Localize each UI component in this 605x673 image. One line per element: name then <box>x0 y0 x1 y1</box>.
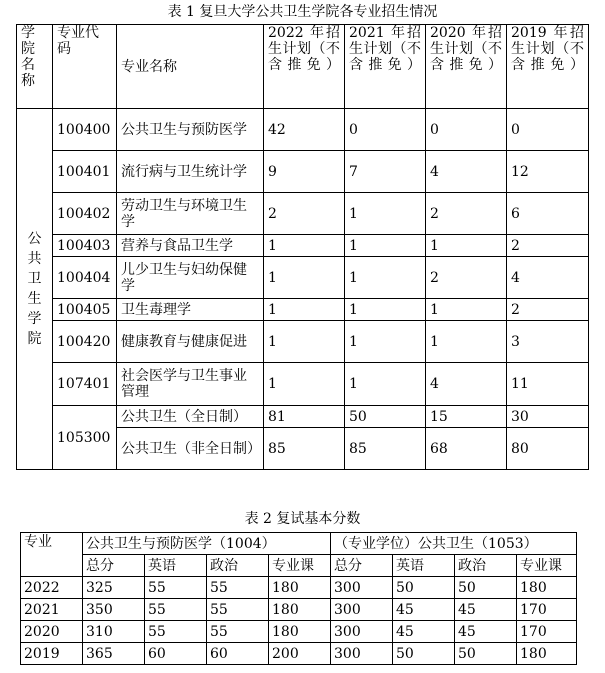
score-cell: 200 <box>269 643 331 665</box>
row-year: 2019 <box>21 643 83 665</box>
table2-subheader-row <box>21 555 577 577</box>
score-cell: 170 <box>517 599 577 621</box>
score-cell: 45 <box>393 599 455 621</box>
row-2019: 3 <box>507 321 589 363</box>
table-row <box>17 257 589 299</box>
subheader-english: 英语 <box>145 555 207 577</box>
score-cell: 50 <box>393 643 455 665</box>
row-name: 社会医学与卫生事业管理 <box>117 363 264 406</box>
score-cell: 180 <box>269 577 331 599</box>
row-name: 公共卫生（全日制） <box>117 406 264 428</box>
score-table <box>20 532 577 665</box>
row-year: 2021 <box>21 599 83 621</box>
header-code: 专业代码 <box>53 25 117 109</box>
score-cell: 180 <box>269 599 331 621</box>
score-cell: 55 <box>145 577 207 599</box>
row-2021: 1 <box>345 363 426 406</box>
row-code: 100420 <box>53 321 117 363</box>
header-major: 专业 <box>21 533 83 577</box>
header-2022: 2022 年招生计划（不含推免） <box>264 25 345 109</box>
table2-header-row <box>21 533 577 555</box>
row-2022: 1 <box>264 235 345 257</box>
table1-header-row <box>17 25 589 109</box>
row-2022: 81 <box>264 406 345 428</box>
subheader-politics: 政治 <box>207 555 269 577</box>
row-name: 健康教育与健康促进 <box>117 321 264 363</box>
row-2019: 80 <box>507 428 589 470</box>
score-cell: 60 <box>145 643 207 665</box>
table-row <box>17 235 589 257</box>
row-2020: 2 <box>426 193 507 235</box>
row-2019: 30 <box>507 406 589 428</box>
row-2020: 1 <box>426 235 507 257</box>
row-2021: 1 <box>345 193 426 235</box>
score-cell: 55 <box>145 621 207 643</box>
header-2021: 2021 年招生计划（不含推免） <box>345 25 426 109</box>
row-name: 儿少卫生与妇幼保健学 <box>117 257 264 299</box>
row-name: 公共卫生与预防医学 <box>117 109 264 151</box>
row-2020: 4 <box>426 363 507 406</box>
table-row <box>21 621 577 643</box>
row-2021: 1 <box>345 257 426 299</box>
table-row <box>17 299 589 321</box>
row-code: 100403 <box>53 235 117 257</box>
row-code: 100401 <box>53 151 117 193</box>
row-name: 流行病与卫生统计学 <box>117 151 264 193</box>
row-2022: 85 <box>264 428 345 470</box>
row-code: 100405 <box>53 299 117 321</box>
row-2019: 2 <box>507 299 589 321</box>
row-2019: 11 <box>507 363 589 406</box>
subheader-major-course: 专业课 <box>269 555 331 577</box>
row-2022: 2 <box>264 193 345 235</box>
school-name: 公共卫生学院 <box>27 231 42 347</box>
score-cell: 350 <box>83 599 145 621</box>
row-2019: 0 <box>507 109 589 151</box>
score-cell: 55 <box>207 621 269 643</box>
subheader-english: 英语 <box>393 555 455 577</box>
score-cell: 50 <box>455 577 517 599</box>
subheader-total: 总分 <box>83 555 145 577</box>
score-cell: 180 <box>517 643 577 665</box>
score-cell: 180 <box>517 577 577 599</box>
score-cell: 55 <box>207 577 269 599</box>
score-cell: 60 <box>207 643 269 665</box>
row-2020: 1 <box>426 299 507 321</box>
row-2021: 1 <box>345 235 426 257</box>
subheader-major-course: 专业课 <box>517 555 577 577</box>
score-cell: 50 <box>393 577 455 599</box>
row-code: 100402 <box>53 193 117 235</box>
subheader-total: 总分 <box>331 555 393 577</box>
table-row <box>17 193 589 235</box>
score-cell: 50 <box>455 643 517 665</box>
score-cell: 365 <box>83 643 145 665</box>
table-row <box>21 599 577 621</box>
row-2022: 1 <box>264 257 345 299</box>
subheader-politics: 政治 <box>455 555 517 577</box>
row-2022: 1 <box>264 299 345 321</box>
row-2020: 2 <box>426 257 507 299</box>
score-cell: 180 <box>269 621 331 643</box>
row-year: 2020 <box>21 621 83 643</box>
enrollment-table <box>16 24 589 470</box>
row-2021: 85 <box>345 428 426 470</box>
row-name: 劳动卫生与环境卫生学 <box>117 193 264 235</box>
row-2021: 1 <box>345 299 426 321</box>
score-cell: 45 <box>393 621 455 643</box>
table-row <box>17 363 589 406</box>
row-2019: 4 <box>507 257 589 299</box>
row-2020: 4 <box>426 151 507 193</box>
row-2020: 0 <box>426 109 507 151</box>
row-2021: 50 <box>345 406 426 428</box>
row-2020: 1 <box>426 321 507 363</box>
score-cell: 55 <box>145 599 207 621</box>
score-cell: 170 <box>517 621 577 643</box>
row-name: 营养与食品卫生学 <box>117 235 264 257</box>
row-code: 100400 <box>53 109 117 151</box>
table1-title: 表 1 复旦大学公共卫生学院各专业招生情况 <box>167 4 438 20</box>
row-code: 100404 <box>53 257 117 299</box>
table-row <box>17 406 589 428</box>
header-group-1053: （专业学位）公共卫生（1053） <box>331 533 577 555</box>
table-row <box>17 321 589 363</box>
row-year: 2022 <box>21 577 83 599</box>
header-group-1004: 公共卫生与预防医学（1004） <box>83 533 331 555</box>
score-cell: 325 <box>83 577 145 599</box>
table-row <box>21 577 577 599</box>
score-cell: 300 <box>331 621 393 643</box>
row-2019: 2 <box>507 235 589 257</box>
table2-title: 表 2 复试基本分数 <box>244 511 361 527</box>
row-name: 卫生毒理学 <box>117 299 264 321</box>
score-cell: 300 <box>331 643 393 665</box>
row-name: 公共卫生（非全日制） <box>117 428 264 470</box>
table-row <box>17 151 589 193</box>
merged-code: 105300 <box>53 406 117 470</box>
row-2022: 42 <box>264 109 345 151</box>
score-cell: 45 <box>455 621 517 643</box>
header-2019: 2019 年招生计划（不含推免） <box>507 25 589 109</box>
score-cell: 310 <box>83 621 145 643</box>
row-2020: 68 <box>426 428 507 470</box>
row-2022: 9 <box>264 151 345 193</box>
header-name: 专业名称 <box>117 25 264 109</box>
row-2021: 0 <box>345 109 426 151</box>
header-school: 学院名称 <box>17 25 53 109</box>
row-2022: 1 <box>264 321 345 363</box>
score-cell: 45 <box>455 599 517 621</box>
score-cell: 300 <box>331 599 393 621</box>
header-2020: 2020 年招生计划（不含推免） <box>426 25 507 109</box>
row-code: 107401 <box>53 363 117 406</box>
row-2021: 1 <box>345 321 426 363</box>
table-row <box>17 109 589 151</box>
row-2019: 6 <box>507 193 589 235</box>
table-row <box>21 643 577 665</box>
row-2019: 12 <box>507 151 589 193</box>
row-2021: 7 <box>345 151 426 193</box>
row-2022: 1 <box>264 363 345 406</box>
score-cell: 300 <box>331 577 393 599</box>
row-2020: 15 <box>426 406 507 428</box>
school-cell <box>17 109 53 470</box>
score-cell: 55 <box>207 599 269 621</box>
